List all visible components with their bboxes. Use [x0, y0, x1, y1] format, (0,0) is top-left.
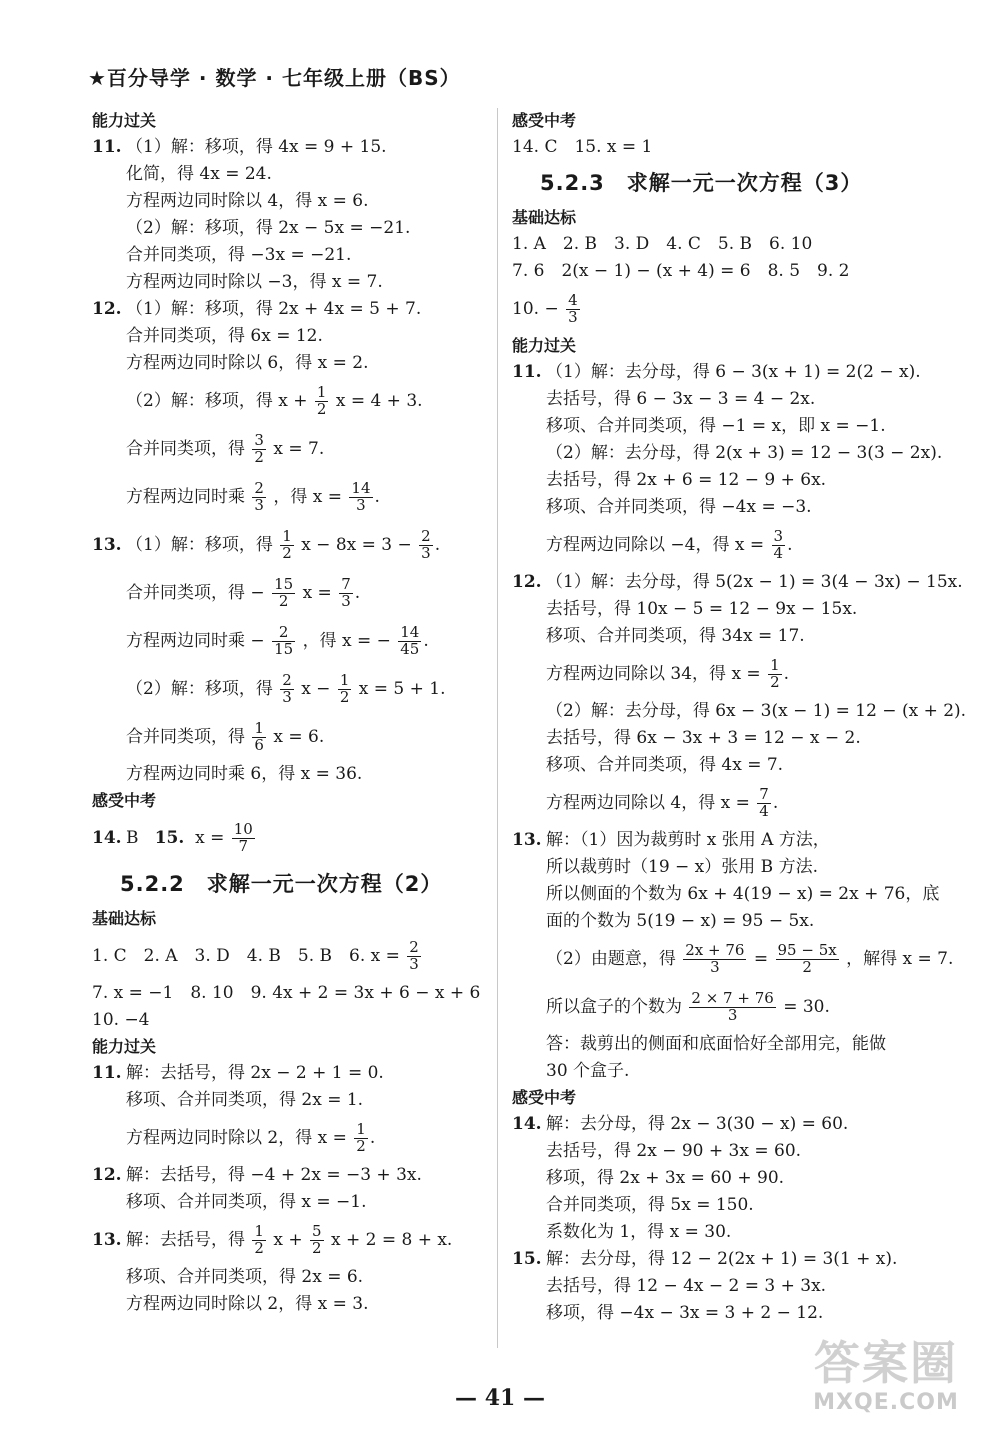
answer-line: 所以侧面的个数为 6x + 4(19 − x) = 2x + 76，底 — [546, 884, 940, 904]
page-number: — 41 — — [455, 1385, 545, 1411]
fraction: $\frac{1}{2}$ — [770, 656, 780, 691]
fraction: $\frac{10}{7}$ — [233, 820, 253, 855]
fraction: $\frac{1}{6}$ — [254, 719, 264, 754]
answer-line: 合并同类项，得 − $\frac{15}{2}$ x = $\frac{7}{3}$ . — [126, 575, 361, 610]
answer-line: 方程两边同时乘 − $\frac{2}{15}$ ，得 x = − $\frac{14}{45}$ . — [126, 623, 429, 658]
answer-line: 去括号，得 12 − 4x − 2 = 3 + 3x. — [546, 1276, 827, 1296]
answer-line: 系数化为 1，得 x = 30. — [546, 1222, 732, 1242]
answer-line: 化简，得 4x = 24. — [126, 164, 272, 184]
answer-line: 合并同类项，得 $\frac{1}{6}$ x = 6. — [126, 719, 325, 754]
fraction: $\frac{2}{3}$ — [254, 479, 264, 514]
answer-line: 答：裁剪出的侧面和底面恰好全部用完，能做 — [546, 1034, 886, 1054]
answer-line: 移项、合并同类项，得 −4x = −3. — [546, 497, 812, 517]
fraction: $\frac{2 \times 7 + 76}{3}$ — [691, 989, 774, 1024]
fraction: $\frac{15}{2}$ — [274, 575, 294, 610]
answer-line: 移项、合并同类项，得 34x = 17. — [546, 626, 805, 646]
answer-line: 移项，得 −4x − 3x = 3 + 2 − 12. — [546, 1303, 824, 1323]
section-heading: 能力过关 — [92, 111, 157, 130]
answer-line: 方程两边同时乘 $\frac{2}{3}$ ，得 x = $\frac{14}{3}$ . — [126, 479, 380, 514]
section-heading: 能力过关 — [512, 336, 577, 355]
answer-line: 去括号，得 6x − 3x + 3 = 12 − x − 2. — [546, 728, 861, 748]
answer-line: 移项，得 2x + 3x = 60 + 90. — [546, 1168, 785, 1188]
answer-line: 方程两边同时除以 2，得 x = 3. — [126, 1294, 369, 1314]
fraction: $\frac{95 - 5x}{2}$ — [777, 941, 837, 976]
answer-line: 移项、合并同类项，得 x = −1. — [126, 1192, 367, 1212]
section-heading: 感受中考 — [512, 111, 577, 130]
answer-line: 方程两边同除以 −4，得 x = $\frac{3}{4}$ . — [546, 527, 793, 562]
answer-line: 30 个盒子. — [546, 1061, 630, 1081]
answer-line: 合并同类项，得 −3x = −21. — [126, 245, 352, 265]
answer-line: 方程两边同时乘 6，得 x = 36. — [126, 764, 363, 784]
fraction: $\frac{1}{2}$ — [339, 671, 350, 706]
answer-line: 12. （1）解：去分母，得 5(2x − 1) = 3(4 − 3x) − 15x. — [512, 572, 963, 592]
right-column — [512, 108, 967, 1327]
left-column — [92, 108, 482, 1318]
watermark-logo — [796, 1336, 976, 1422]
answer-line: 11. （1）解：去分母，得 6 − 3(x + 1) = 2(2 − x). — [512, 362, 921, 382]
answer-line: 14. 解：去分母，得 2x − 3(30 − x) = 60. — [512, 1114, 849, 1134]
fraction: $\frac{2}{3}$ — [421, 527, 431, 562]
answer-line: 移项、合并同类项，得 −1 = x，即 x = −1. — [546, 416, 886, 436]
answer-line: 移项、合并同类项，得 2x = 6. — [126, 1267, 364, 1287]
section-heading: 感受中考 — [92, 791, 157, 810]
fraction: $\frac{1}{2}$ — [282, 527, 292, 562]
answer-line: 移项、合并同类项，得 4x = 7. — [546, 755, 784, 775]
answer-line: 15. 解：去分母，得 12 − 2(2x + 1) = 3(1 + x). — [512, 1249, 898, 1269]
answer-line: （2）解：去分母，得 2(x + 3) = 12 − 3(3 − 2x). — [546, 443, 943, 463]
answer-line: 合并同类项，得 5x = 150. — [546, 1195, 754, 1215]
chapter-title: 5.2.2 求解一元一次方程（2） — [120, 872, 443, 896]
answer-line: 13. （1）解：移项，得 $\frac{1}{2}$ x − 8x = 3 − $\frac{2}{3}$ . — [92, 527, 441, 562]
answer-line: 去括号，得 6 − 3x − 3 = 4 − 2x. — [546, 389, 816, 409]
answer-line: 去括号，得 2x − 90 + 3x = 60. — [546, 1141, 802, 1161]
fraction: $\frac{1}{2}$ — [316, 383, 327, 418]
fraction: $\frac{3}{2}$ — [254, 431, 264, 466]
section-heading: 基础达标 — [92, 909, 157, 928]
fraction: $\frac{14}{45}$ — [400, 623, 420, 658]
answer-line: 方程两边同时除以 −3，得 x = 7. — [126, 272, 383, 292]
section-heading: 感受中考 — [512, 1088, 577, 1107]
answer-line: 合并同类项，得 $\frac{3}{2}$ x = 7. — [126, 431, 325, 466]
fraction: $\frac{2x + 76}{3}$ — [685, 941, 745, 976]
answer-line: （2）由题意，得 $\frac{2x + 76}{3}$ = $\frac{95 - 5x}{2}$ ，解得 x = 7. — [546, 941, 954, 976]
watermark-url: MXQE.COM — [813, 1390, 959, 1415]
fraction: $\frac{2}{3}$ — [409, 938, 419, 973]
answer-line: 所以盒子的个数为 $\frac{2 \times 7 + 76}{3}$ = 30. — [546, 989, 830, 1024]
fraction: $\frac{1}{2}$ — [254, 1222, 264, 1257]
fraction: $\frac{7}{3}$ — [341, 575, 351, 610]
answer-line: 方程两边同时除以 6，得 x = 2. — [126, 353, 369, 373]
answer-line: 面的个数为 5(19 − x) = 95 − 5x. — [546, 911, 815, 931]
answer-line: 方程两边同时除以 2，得 x = $\frac{1}{2}$ . — [126, 1120, 376, 1155]
book-header: ★百分导学 · 数学 · 七年级上册（BS） — [88, 66, 461, 90]
fraction: $\frac{4}{3}$ — [568, 291, 578, 326]
answer-line: 方程两边同除以 34，得 x = $\frac{1}{2}$ . — [546, 656, 790, 691]
fraction: $\frac{2}{15}$ — [274, 623, 294, 658]
fraction: $\frac{14}{3}$ — [351, 479, 371, 514]
answer-line: 方程两边同时除以 4，得 x = 6. — [126, 191, 369, 211]
watermark-text: 答案圈 — [814, 1336, 958, 1390]
answer-line: 13. 解：（1）因为裁剪时 x 张用 A 方法， — [512, 830, 830, 850]
answer-line: （2）解：移项，得 2x − 5x = −21. — [126, 218, 411, 238]
fraction: $\frac{7}{4}$ — [759, 785, 769, 820]
answer-line: 合并同类项，得 6x = 12. — [126, 326, 323, 346]
answer-line: （2）解：移项，得 $\frac{2}{3}$ x − $\frac{1}{2}$ x = 5 + 1. — [126, 671, 446, 706]
answer-line: 移项、合并同类项，得 2x = 1. — [126, 1090, 364, 1110]
answer-line: 14. B 15. x = $\frac{10}{7}$ — [92, 820, 253, 855]
fraction: $\frac{3}{4}$ — [773, 527, 784, 562]
answer-line: 12. （1）解：移项，得 2x + 4x = 5 + 7. — [92, 299, 422, 319]
section-heading: 基础达标 — [512, 208, 577, 227]
answer-line: 1. A 2. B 3. D 4. C 5. B 6. 10 — [512, 234, 813, 254]
fraction: $\frac{5}{2}$ — [312, 1222, 322, 1257]
fraction: $\frac{1}{2}$ — [356, 1120, 366, 1155]
answer-line: 方程两边同除以 4，得 x = $\frac{7}{4}$ . — [546, 785, 779, 820]
answer-line: 1. C 2. A 3. D 4. B 5. B 6. x = $\frac{2}{3}$ — [92, 938, 419, 973]
answer-line: 所以裁剪时（19 − x）张用 B 方法. — [546, 857, 818, 877]
answer-line: 去括号，得 10x − 5 = 12 − 9x − 15x. — [546, 599, 858, 619]
answer-line: 11. 解：去括号，得 2x − 2 + 1 = 0. — [92, 1063, 384, 1083]
answer-line: （2）解：移项，得 x + $\frac{1}{2}$ x = 4 + 3. — [126, 383, 423, 418]
answer-line: 10. −4 — [92, 1010, 150, 1030]
fraction: $\frac{2}{3}$ — [282, 671, 292, 706]
answer-line: （2）解：去分母，得 6x − 3(x − 1) = 12 − (x + 2). — [546, 701, 967, 721]
answer-line: 14. C 15. x = 1 — [512, 137, 653, 157]
section-heading: 能力过关 — [92, 1037, 157, 1056]
answer-line: 10. − $\frac{4}{3}$ — [512, 291, 578, 326]
answer-line: 7. x = −1 8. 10 9. 4x + 2 = 3x + 6 − x + 6 — [92, 983, 481, 1003]
answer-line: 13. 解：去括号，得 $\frac{1}{2}$ x + $\frac{5}{2}$ x + 2 = 8 + x. — [92, 1222, 453, 1257]
answer-line: 11. （1）解：移项，得 4x = 9 + 15. — [92, 137, 387, 157]
answer-line: 去括号，得 2x + 6 = 12 − 9 + 6x. — [546, 470, 827, 490]
column-divider — [497, 108, 498, 1348]
chapter-title: 5.2.3 求解一元一次方程（3） — [540, 171, 863, 195]
answer-line: 12. 解：去括号，得 −4 + 2x = −3 + 3x. — [92, 1165, 422, 1185]
answer-line: 7. 6 2(x − 1) − (x + 4) = 6 8. 5 9. 2 — [512, 261, 850, 281]
